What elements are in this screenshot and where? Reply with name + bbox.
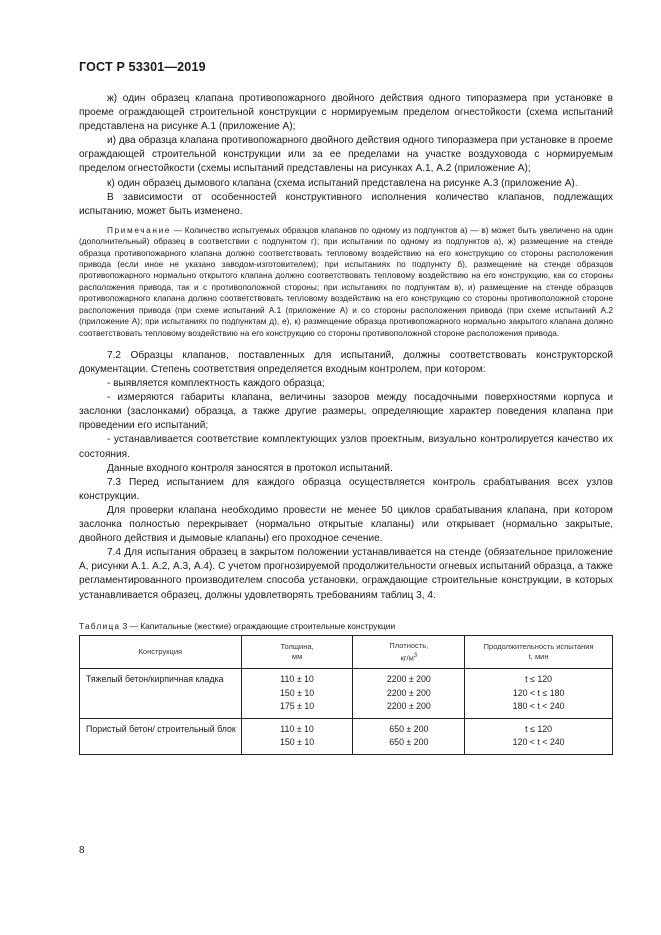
- header-construction: Конструкция: [80, 636, 242, 669]
- section-7-3-check: Для проверки клапана необходимо провести не менее 50 циклов срабатывания клапана, при котором заслонка полностью перекрывает (нормально открытые клапаны) или открывает (нормально закрытые, двойного действия и дымовые клапаны) его проходное сечение.: [79, 504, 613, 545]
- header-duration: Продолжительность испытания t, мин: [465, 636, 613, 669]
- section-7-2-bullet-2: - измеряются габариты клапана, величины зазоров между посадочными поверхностями корпуса и заслонки (заслонками) образца, а также другие размеры, определяющие характер поведения клапана при проведении его испытаний;: [79, 392, 613, 432]
- page-number: 8: [79, 845, 85, 856]
- note-text: — Количество испытуемых образцов клапанов по одному из подпунктов а) — в) может быть увеличено на один (дополнительный) образец в соответствии с подпунктом г); при испытании по одному из подпунктов а), ж) размещение на стенде образца противопожарного клапана должно соответствовать тепловому воздействию на его конструкцию со стороны расположения привода (если иное не указано заводом-изготовителем); при испытаниях по подпункту б), размещение на стенде образцов противопожарного нормально открытого клапана должно соответствовать тепловому воздействию на его конструкцию, как со стороны расположения привода, так и с противоположной стороны; при испытаниях по подпунктам в), и) размещение на стенде образцов противопожарного клапана должно соответствовать тепловому воздействию на его конструкцию со стороны противоположной стороне расположения привода (при схеме испытаний А.1 (приложение А) и со стороны расположения привода (при схеме испытаний А.2 (приложение А); при испытаниях по подпунктам д), е), к) размещение образца противопожарного нормально закрытого клапана должно соответствовать тепловому воздействию на его конструкцию со стороны противоположной стороне расположения привода.: [79, 224, 613, 338]
- document-header: ГОСТ Р 53301—2019: [79, 60, 206, 74]
- section-7-2-protocol: Данные входного контроля заносятся в протокол испытаний.: [107, 462, 393, 474]
- header-thickness: Толщина, мм: [241, 636, 353, 669]
- paragraph-item-zh: ж) один образец клапана противопожарного двойного действия одного типоразмера при установке в проеме ограждающей строительной конструкции с нормируемым пределом огнестойкости (схема испытаний представлена на рисунке А.1 (приложение А);: [79, 93, 613, 133]
- section-7-2-bullet-3: - устанавливается соответствие комплектующих узлов проектным, визуально контролируется качество их состояния.: [79, 434, 613, 460]
- table-row: [80, 718, 613, 754]
- table-3: [79, 635, 613, 755]
- table-row: [80, 669, 613, 719]
- cell-thickness: 110 ± 10 150 ± 10 175 ± 10: [241, 669, 353, 719]
- section-7-2-intro: 7.2 Образцы клапанов, поставленных для испытаний, должны соответствовать конструкторской документации. Степень соответствия определяется входным контролем, при котором:: [79, 349, 613, 375]
- paragraph-quantity-note: В зависимости от особенностей конструктивного исполнения количество клапанов, подлежащих испытанию, может быть изменено.: [79, 191, 613, 217]
- paragraph-item-i: и) два образца клапана противопожарного двойного действия одного типоразмера при установке в проеме ограждающей строительной конструкции или за ее пределами на участке воздуховода с нормируемым пределом огнестойкости (схемы испытаний представлены на рисунках А.1, А.2 (приложение А);: [79, 135, 613, 175]
- table-caption: [79, 621, 395, 631]
- section-7-3: 7.3 Перед испытанием для каждого образца осуществляется контроль срабатывания всех узлов конструкции.: [79, 476, 613, 502]
- note-block: [79, 225, 613, 339]
- section-7-2-bullet-1: - выявляется комплектность каждого образца;: [107, 378, 325, 390]
- cell-density: 2200 ± 200 2200 ± 200 2200 ± 200: [353, 669, 465, 719]
- cell-duration: t ≤ 120 120 < t ≤ 180 180 < t < 240: [465, 669, 613, 719]
- cell-construction: Пористый бетон/ строительный блок: [80, 718, 242, 754]
- cell-density: 650 ± 200 650 ± 200: [353, 718, 465, 754]
- cell-duration: t ≤ 120 120 < t < 240: [465, 718, 613, 754]
- spacer: [79, 339, 613, 349]
- table-header-row: [80, 636, 613, 669]
- table-caption-label: Таблица: [79, 621, 121, 631]
- table-caption-text: 3 — Капитальные (жесткие) ограждающие строительные конструкции: [120, 621, 396, 631]
- document-body: [79, 92, 613, 603]
- note-label: Примечание: [107, 224, 172, 235]
- cell-thickness: 110 ± 10 150 ± 10: [241, 718, 353, 754]
- paragraph-item-k: к) один образец дымового клапана (схема испытаний представлена на рисунке А.3 (приложение А).: [107, 177, 578, 189]
- section-7-4: 7.4 Для испытания образец в закрытом положении устанавливается на стенде (обязательное приложение А, рисунки А.1. А.2, А.3, А.4). С учетом прогнозируемой продолжительности огневых испытаний образца, а также регламентированного производителем способа установки, ограждающие строительные конструкции, в которых устанавливается образец, должны удовлетворять требованиям таблиц 3, 4.: [79, 547, 613, 601]
- cell-construction: Тяжелый бетон/кирпичная кладка: [80, 669, 242, 719]
- header-density: Плотность, $кг/м^3$: [353, 636, 465, 669]
